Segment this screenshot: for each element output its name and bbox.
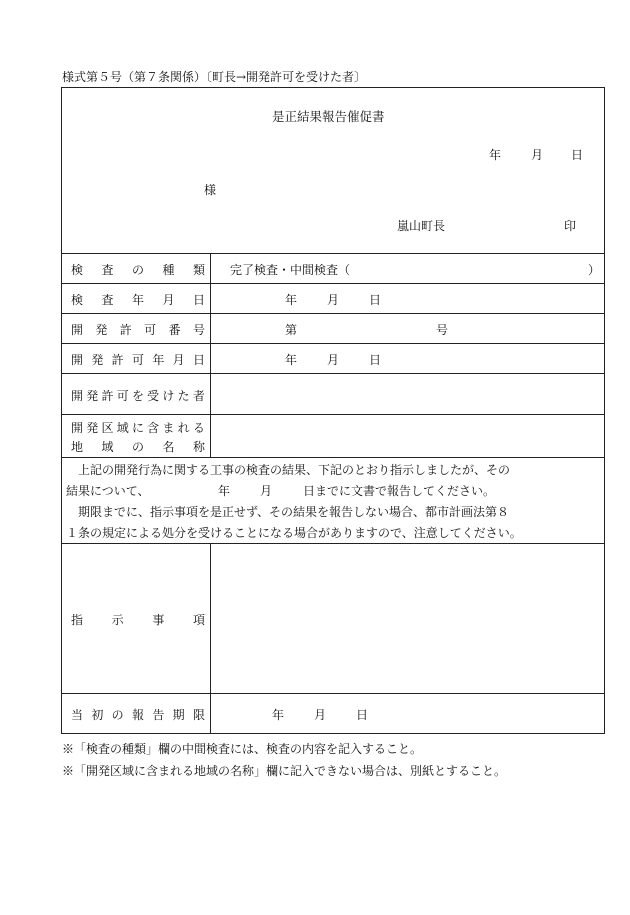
inspection-type-close: ） — [588, 263, 601, 277]
notice-line2-end: 日までに文書で報告してください。 — [303, 484, 496, 498]
deadline-month: 月 — [314, 708, 327, 722]
notice-line3: 期限までに、指示事項を是正せず、その結果を報告しない場合、都市計画法第８ — [78, 505, 510, 519]
date-month: 月 — [531, 148, 544, 162]
form-frame — [61, 87, 605, 734]
label-inspection-date: 検 査 年 月 日 — [71, 293, 205, 307]
notice-line1: 上記の開発行為に関する工事の検査の結果、下記のとおり指示しましたが、その — [78, 463, 511, 477]
date-day: 日 — [571, 148, 584, 162]
footnote-1: ※「検査の種類」欄の中間検査には、検査の内容を記入すること。 — [62, 742, 423, 756]
label-deadline: 当 初 の 報 告 期 限 — [71, 708, 205, 722]
label-instructions: 指 示 事 項 — [71, 613, 205, 627]
deadline-day: 日 — [356, 708, 369, 722]
permit-date-year: 年 — [285, 353, 298, 367]
divider — [61, 543, 605, 544]
column-divider — [210, 543, 211, 734]
deadline-year: 年 — [272, 708, 285, 722]
inspection-date-day: 日 — [369, 293, 382, 307]
permit-number-prefix: 第 — [285, 323, 298, 337]
notice-line2-year: 年 — [218, 484, 231, 498]
date-year: 年 — [489, 148, 502, 162]
notice-line2-month: 月 — [260, 484, 273, 498]
divider — [61, 414, 605, 415]
divider — [61, 693, 605, 694]
inspection-type-value: 完了検査・中間検査（ — [230, 263, 351, 277]
form-number: 様式第５号（第７条関係）〔町長→開発許可を受けた者〕 — [62, 70, 367, 84]
label-permit-date: 開 発 許 可 年 月 日 — [71, 353, 205, 367]
permit-date-day: 日 — [369, 353, 382, 367]
label-permit-holder: 開 発 許 可 を 受 け た 者 — [71, 389, 205, 403]
divider — [61, 373, 605, 374]
permit-number-suffix: 号 — [436, 323, 449, 337]
document-title: 是正結果報告催促書 — [272, 109, 385, 124]
divider — [61, 343, 605, 344]
inspection-date-month: 月 — [327, 293, 340, 307]
label-inspection-type: 検 査 の 種 類 — [71, 263, 205, 277]
label-area-name-line2: 地 域 の 名 称 — [71, 440, 205, 454]
label-area-name-line1: 開 発 区 域 に 含 ま れ る — [71, 421, 205, 435]
notice-line2-start: 結果について、 — [66, 484, 150, 498]
divider — [61, 313, 605, 314]
label-permit-number: 開 発 許 可 番 号 — [71, 323, 205, 337]
seal-mark: 印 — [564, 219, 577, 233]
column-divider — [210, 253, 211, 457]
recipient-suffix: 様 — [204, 183, 217, 197]
inspection-date-year: 年 — [285, 293, 298, 307]
footnote-2: ※「開発区域に含まれる地域の名称」欄に記入できない場合は、別紙とすること。 — [62, 764, 507, 778]
divider — [61, 253, 605, 254]
notice-line4: １条の規定による処分を受けることになる場合がありますので、注意してください。 — [66, 526, 522, 540]
issuer-name: 嵐山町長 — [397, 219, 446, 233]
divider — [61, 283, 605, 284]
divider — [61, 457, 605, 458]
permit-date-month: 月 — [327, 353, 340, 367]
